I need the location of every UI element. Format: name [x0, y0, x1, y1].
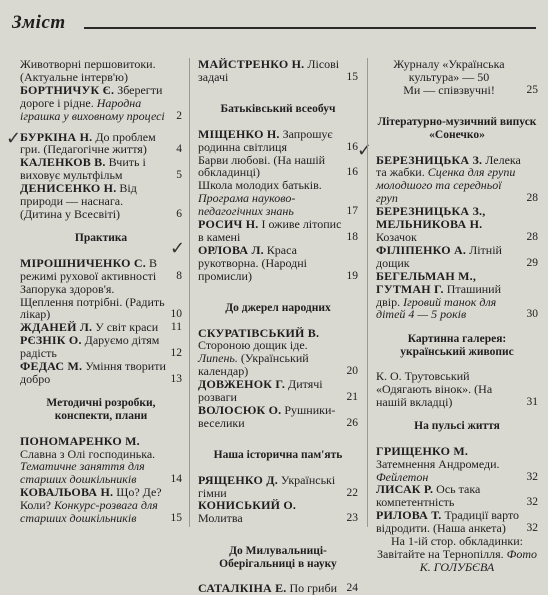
page-number: 17	[346, 205, 358, 218]
section-heading: Практика	[74, 232, 128, 245]
section-heading: Наша історична пам'ять	[213, 449, 343, 462]
header-rule	[84, 27, 536, 29]
page-number: 4	[176, 143, 182, 156]
page-number: 29	[526, 256, 538, 269]
toc-entry[interactable]: К. О. Трутовський «Одягають вінок». (На нашій вкладці) 31	[376, 369, 538, 409]
page-number: 32	[526, 470, 538, 483]
page-number: 16	[346, 166, 358, 179]
toc-entry[interactable]: ПОНОМАРЕНКО М. Славна з Олі господинька. Тематичне заняття для старших дошкільників 14	[20, 433, 182, 487]
toc-entry[interactable]: БЕРЕЗНИЦЬКА З. Лелека та жабки. Сценка для групи молодшого та середньої груп 28	[376, 152, 538, 206]
page-number: 32	[526, 496, 538, 509]
section-heading: Картинна галерея: український живопис	[400, 332, 514, 358]
toc-entry[interactable]: ЖДАНЕЙ Л. У світ краси 11	[20, 320, 182, 335]
page-number: 12	[170, 347, 182, 360]
contents-column-1	[20, 58, 182, 525]
page-number: 28	[526, 230, 538, 243]
toc-entry[interactable]: РЄЗНІК О. Даруємо дітям радість 12	[20, 333, 182, 361]
page-number: 10	[170, 308, 182, 321]
toc-entry[interactable]: Школа молодих батьків. Програма науково-педагогічних знань 17	[198, 178, 358, 219]
column-divider	[367, 58, 368, 527]
page-number: 15	[346, 70, 358, 83]
toc-entry[interactable]: ФЕДАС М. Уміння творити добро 13	[20, 359, 182, 386]
pencil-check-icon: ✓	[6, 128, 22, 149]
toc-entry[interactable]: БЕГЕЛЬМАН М., ГУТМАН Г. Пташиний двір. Ігровий танок для дітей 4 — 5 років 30	[376, 268, 538, 322]
page-number: 13	[170, 372, 182, 385]
column-divider	[189, 58, 190, 527]
page-number: 28	[526, 192, 538, 205]
page-number: 26	[346, 416, 358, 429]
section-heading: До джерел народних	[225, 302, 331, 315]
toc-entry[interactable]: Журналу «Українська культура» — 50	[393, 57, 505, 84]
toc-entry[interactable]: ДОВЖЕНОК Г. Дитячі розваги 21	[198, 377, 358, 405]
pencil-check-icon: ✓	[357, 140, 373, 161]
toc-entry[interactable]: ВОЛОСЮК О. Рушники-веселики 26	[198, 402, 358, 430]
page-number: 8	[176, 269, 182, 282]
page-number: 24	[346, 582, 358, 595]
toc-entry[interactable]: Барви любові. (На нашій обкладинці) 16	[198, 152, 358, 180]
toc-entry[interactable]: КОВАЛЬОВА Н. Що? Де? Коли? Конкурс-розвага для старших дошкільників 15	[20, 485, 182, 526]
toc-entry[interactable]: КАЛЕНКОВ В. Вчить і виховує мультфільм 5	[20, 155, 182, 183]
contents-title: Зміст	[12, 12, 66, 33]
toc-entry[interactable]: РЯЩЕНКО Д. Українські гімни 22	[198, 472, 358, 500]
toc-entry[interactable]: БУРКІНА Н. До проблем гри. (Педагогічне життя) 4	[20, 129, 182, 157]
toc-entry[interactable]: РИЛОВА Т. Традиції варто відродити. (Наша анкета) 32	[376, 508, 538, 536]
page-number: 23	[346, 512, 358, 525]
contents-column-2	[198, 58, 358, 595]
section-heading: На пульсі життя	[414, 420, 500, 433]
toc-entry[interactable]: ЛИСАК Р. Ось така компетентність 32	[376, 482, 538, 510]
contents-column-3	[376, 58, 538, 574]
page-number: 15	[170, 512, 182, 525]
toc-entry[interactable]: Ми — співзвучні! 25	[403, 82, 538, 97]
toc-entry[interactable]: ФІЛІПЕНКО А. Літній дощик 29	[376, 242, 538, 270]
page-number: 32	[526, 522, 538, 535]
page-number: 22	[346, 486, 358, 499]
toc-entry[interactable]: МІЩЕНКО Н. Запрошує родинна світлиця 16	[198, 126, 358, 154]
contents-header	[12, 10, 536, 40]
page-number: 2	[176, 109, 182, 122]
page-number: 6	[176, 207, 182, 220]
page-number: 11	[170, 321, 182, 334]
page-number: 25	[526, 83, 538, 96]
page-number: 31	[526, 395, 538, 408]
section-heading: До Милувальниці-Оберігальниці в науку	[219, 544, 337, 570]
toc-entry[interactable]: МАЙСТРЕНКО Н. Лісові задачі 15	[198, 57, 358, 84]
page-number: 20	[346, 365, 358, 378]
toc-entry[interactable]: Запорука здоров'я. Щеплення потрібні. (Радить лікар) 10	[20, 281, 182, 322]
page-number: 19	[346, 269, 358, 282]
toc-entry[interactable]: БОРТНИЧУК Є. Зберегти дороге і рідне. Народна іграшка у виховному процесі 2	[20, 82, 182, 123]
toc-entry[interactable]: ГРИЩЕНКО М. Затемнення Андромеди. Фейлетон 32	[376, 443, 538, 484]
toc-entry[interactable]: ДЕНИСЕНКО Н. Від природи — наснага. (Дитина у Всесвіті) 6	[20, 181, 182, 221]
section-heading: Літературно-музичний випуск «Сонечко»	[377, 116, 537, 142]
toc-entry[interactable]: РОСИЧ Н. І оживе літопис в камені 18	[198, 217, 358, 244]
section-heading: Методичні розробки, конспекти, плани	[46, 397, 156, 423]
toc-entry[interactable]: САТАЛКІНА Е. По гриби 24	[198, 581, 358, 595]
toc-entry[interactable]: БЕРЕЗНИЦЬКА З., МЕЛЬНИКОВА Н. Козачок 28	[376, 204, 538, 244]
page-number: 21	[346, 391, 358, 404]
page-number: 16	[346, 140, 358, 153]
pencil-check-icon: ✓	[170, 238, 186, 259]
page-number: 5	[176, 169, 182, 182]
toc-entry[interactable]: На 1-ій стор. обкладинки: Завітайте на Тернопілля. Фото К. ГОЛУБЄВА	[377, 534, 537, 574]
toc-entry[interactable]: Животворні першовитоки. (Актуальне інтерв'ю)	[20, 57, 156, 84]
toc-entry[interactable]: МІРОШНИЧЕНКО С. В режимі рухової активності 8	[20, 255, 182, 283]
page-number: 30	[526, 308, 538, 321]
section-heading: Батьківський всеобуч	[220, 103, 336, 116]
page-number: 14	[170, 473, 182, 486]
toc-entry[interactable]: ОРЛОВА Л. Краса рукотворна. (Народні промисли) 19	[198, 242, 358, 283]
page-number: 18	[346, 230, 358, 243]
toc-entry[interactable]: КОНИСЬКИЙ О. Молитва 23	[198, 498, 358, 526]
toc-entry[interactable]: СКУРАТІВСЬКИЙ В. Стороною дощик іде. Липень. (Український календар) 20	[198, 325, 358, 379]
